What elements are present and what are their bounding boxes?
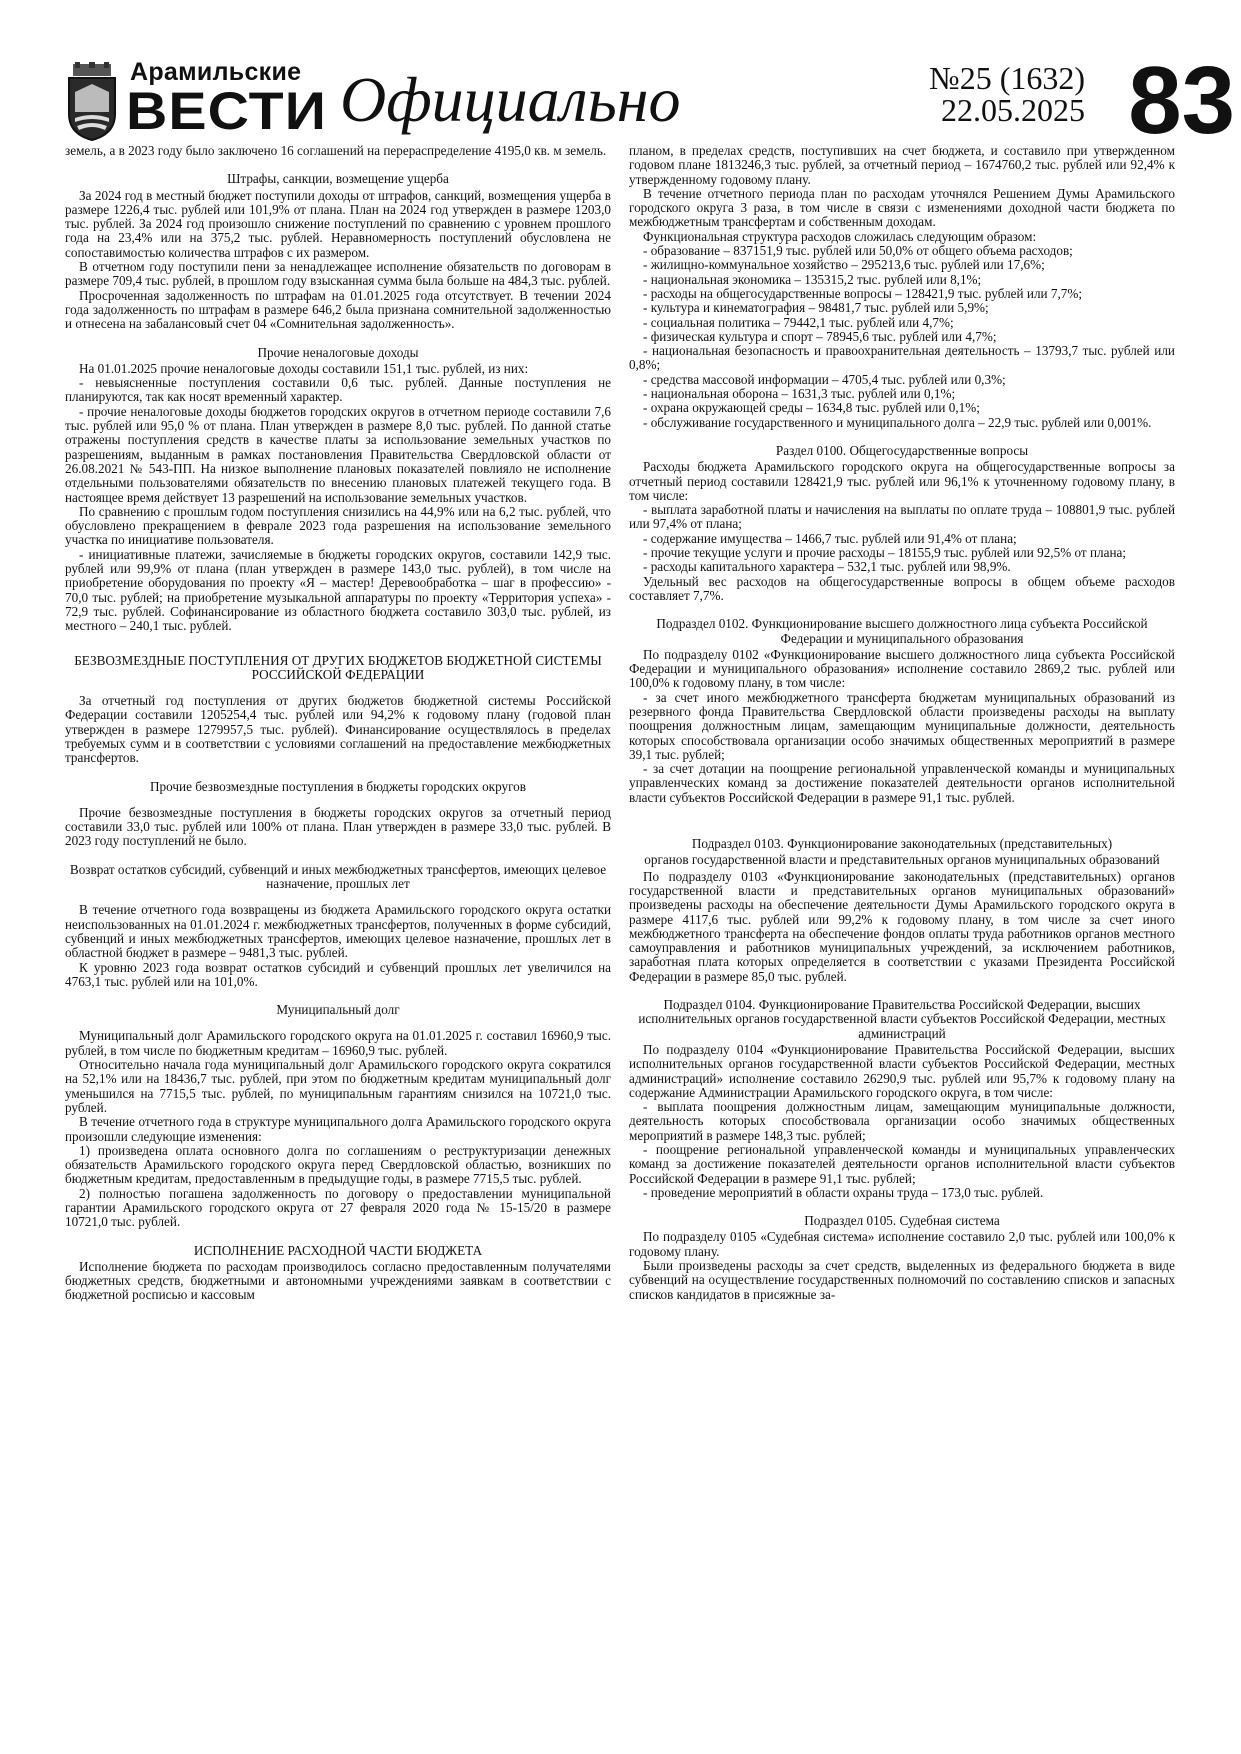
paragraph: 1) произведена оплата основного долга по соглашениям о реструктуризации денежных обязательств Арамильского городского округа перед Свердловской областью, возникших по бюджетным кредитам, предоставленным в предыдущие годы, в размере 7715,5 тыс. рублей. [65, 1142, 611, 1187]
issue-info [875, 62, 1085, 126]
paragraph: По подразделу 0102 «Функционирование высшего должностного лица субъекта Российской Федерации и муниципального образования» исполнение составило 2869,2 тыс. рублей или 100,0% к годовому плану, в том числе: [629, 646, 1175, 691]
paragraph: В отчетном году поступили пени за ненадлежащее исполнение обязательств по договорам в размере 709,4 тыс. рублей, в прошлом году взысканная сумма была больше на 484,3 тыс. рублей. [65, 259, 611, 289]
list-item: - содержание имущества – 1466,7 тыс. рублей или 91,4% от плана; [643, 530, 1017, 546]
section-heading: Подраздел 0103. Функционирование законодательных (представительных) [691, 836, 1113, 852]
section-heading: Штрафы, санкции, возмещение ущерба [227, 171, 449, 187]
section-heading: Возврат остатков субсидий, субвенций и иных межбюджетных трансфертов, имеющих целевое назначение, прошлых лет [69, 861, 607, 892]
issue-date: 22.05.2025 [941, 92, 1085, 128]
paragraph: За отчетный год поступления от других бюджетов бюджетной системы Российской Федерации составили 1205254,4 тыс. рублей или 94,2% к годовому плану (годовой план утвержден в размере 1279957,5 тыс. рублей). Финансирование осуществлялось в пределах требуемых сумм и в соответствии с условиями соглашений на предоставление межбюджетных трансфертов. [65, 693, 611, 766]
list-item: - жилищно-коммунальное хозяйство – 295213,6 тыс. рублей или 17,6%; [643, 257, 1045, 273]
paragraph: планом, в пределах средств, поступивших на счет бюджета, и составило при утвержденном годовом плане 1813246,3 тыс. рублей, за отчетный период – 1674760,2 тыс. рублей или 92,4% к утвержденному годовому плану. [629, 144, 1175, 187]
section-heading: органов государственной власти и представительных органов муниципальных образований [644, 852, 1160, 868]
paragraph: Исполнение бюджета по расходам производилось согласно предоставленным получателями бюджетных средств, бюджетными и автономными учреждениями заявкам в соответствии с бюджетной росписью и кассовым [65, 1258, 611, 1303]
list-item: - физическая культура и спорт – 78945,6 тыс. рублей или 4,7%; [643, 328, 997, 344]
list-item: - проведение мероприятий в области охраны труда – 173,0 тыс. рублей. [643, 1184, 1044, 1200]
list-item: - охрана окружающей среды – 1634,8 тыс. рублей или 0,1%; [643, 400, 980, 416]
paragraph: земель, а в 2023 году было заключено 16 соглашений на перераспределение 4195,0 кв. м земель. [65, 144, 607, 158]
paragraph: Муниципальный долг Арамильского городского округа на 01.01.2025 г. составил 16960,9 тыс. рублей, в том числе по бюджетным кредитам – 16960,9 тыс. рублей. [65, 1028, 611, 1058]
list-item: - за счет дотации на поощрение региональной управленческой команды и муниципальных управленческих команд за достижение показателей деятельности органов исполнительной власти субъектов Российской Федерации в размере 91,1 тыс. рублей. [629, 761, 1175, 805]
list-item: - обслуживание государственного и муниципального долга – 22,9 тыс. рублей или 0,001%. [643, 414, 1152, 430]
list-item: - национальная оборона – 1631,3 тыс. рублей или 0,1%; [643, 386, 956, 402]
paragraph: - невыясненные поступления составили 0,6 тыс. рублей. Данные поступления не планируются, так как носят временный характер. [65, 375, 611, 405]
brand-top: Арамильские [130, 58, 302, 86]
section-heading: Муниципальный долг [276, 1002, 400, 1018]
paragraph: В течение отчетного периода план по расходам уточнялся Решением Думы Арамильского городского округа 3 раза, в том числе в связи с изменениями доходной части бюджета по межбюджетным трансфертам и собственным доходам. [629, 185, 1175, 230]
brand-logo-text: ВЕСТИ [126, 82, 327, 141]
masthead [55, 47, 1235, 154]
paragraph: На 01.01.2025 прочие неналоговые доходы составили 151,1 тыс. рублей, из них: [79, 360, 529, 376]
paragraph: По сравнению с прошлым годом поступления снизились на 44,9% или на 6,2 тыс. рублей, что обусловлено прекращением в феврале 2023 года разрешения на использование земельного участка по инициативе пользователя. [65, 503, 611, 548]
section-heading: Подраздел 0102. Функционирование высшего должностного лица субъекта Российской Федерации и муниципального образования [656, 616, 1148, 646]
list-item: - социальная политика – 79442,1 тыс. рублей или 4,7%; [643, 314, 954, 330]
section-heading: ИСПОЛНЕНИЕ РАСХОДНОЙ ЧАСТИ БЮДЖЕТА [193, 1242, 483, 1258]
paragraph: - инициативные платежи, зачисляемые в бюджеты городских округов, составили 142,9 тыс. рублей или 99,9% от плана (план утвержден в размере 143,0 тыс. рублей), в том числе на приобретение оборудования по проекту «Я – мастер! Деревообработка – шаг в профессию» - 70,0 тыс. рублей; на приобретение музыкальной аппаратуры по проекту «Территория успеха» - 72,9 тыс. рублей. Софинансирование из областного бюджета составило 303,0 тыс. рублей, из местного – 240,1 тыс. рублей. [65, 546, 611, 634]
paragraph: По подразделу 0103 «Функционирование законодательных (представительных) органов государственной власти и представительных органов муниципальных образований» произведены расходы на обеспечение деятельности Думы Арамильского городского округа в размере 4117,6 тыс. рублей или 99,2% к годовому плану, в том числе за счет иного межбюджетного трансферта на обеспечение фондов оплаты труда работников органов местного самоуправления и работников муниципальных учреждений, за исключением работников, заработная плата которых определяется в соответствии с указами Президента Российской Федерации в размере 85,0 тыс. рублей. [629, 868, 1175, 984]
paragraph: 2) полностью погашена задолженность по договору о предоставлении муниципальной гарантии Арамильского городского округа от 27 февраля 2020 года № 15-15/20 в размере 10721,0 тыс. рублей. [65, 1185, 611, 1230]
page-number: 83 [1128, 47, 1235, 154]
city-crest-icon [65, 62, 119, 142]
section-heading: Подраздел 0105. Судебная система [804, 1213, 1000, 1229]
list-item: - прочие текущие услуги и прочие расходы – 18155,9 тыс. рублей или 92,5% от плана; [643, 545, 1127, 561]
list-item: - средства массовой информации – 4705,4 тыс. рублей или 0,3%; [643, 371, 1006, 387]
list-item: - образование – 837151,9 тыс. рублей или 50,0% от общего объема расходов; [643, 243, 1073, 259]
section-heading: Подраздел 0104. Функционирование Правительства Российской Федерации, высших исполнительных органов государственной власти субъектов Российской Федерации, местных администраций [638, 997, 1166, 1041]
section-heading: БЕЗВОЗМЕЗДНЫЕ ПОСТУПЛЕНИЯ ОТ ДРУГИХ БЮДЖЕТОВ БЮДЖЕТНОЙ СИСТЕМЫ РОССИЙСКОЙ ФЕДЕРАЦИИ [74, 652, 602, 682]
section-heading: Раздел 0100. Общегосударственные вопросы [775, 442, 1029, 458]
left-column [65, 144, 611, 1744]
issue-number: №25 (1632) [929, 60, 1085, 96]
list-item: - выплата заработной платы и начисления на выплаты по оплате труда – 108801,9 тыс. рублей или 97,4% от плана; [629, 502, 1175, 532]
paragraph: Просроченная задолженность по штрафам на 01.01.2025 года отсутствует. В течении 2024 года задолженность по штрафам в размере 646,2 была признана сомнительной задолженностью и отнесена на забалансовый счет 04 «Сомнительная задолженность». [65, 287, 611, 332]
paragraph: Относительно начала года муниципальный долг Арамильского городского округа сократился на 52,1% или на 18436,7 тыс. рублей, при этом по бюджетным кредитам муниципальный долг уменьшился на 7715,5 тыс. рублей, по муниципальным гарантиям снизился на 10721,0 тыс. рублей. [65, 1057, 611, 1115]
paragraph: За 2024 год в местный бюджет поступили доходы от штрафов, санкций, возмещения ущерба в размере 1226,4 тыс. рублей или 101,9% от плана. План на 2024 год утвержден в размере 1203,0 тыс. рублей. За 2024 год произошло снижение поступлений по сравнению с уровнем прошлого года на 23,4% или на 375,2 тыс. рублей. Неравномерность поступлений обусловлена не сопоставимостью количества штрафов с их размером. [65, 187, 611, 260]
paragraph: В течение отчетного года возвращены из бюджета Арамильского городского округа остатки неиспользованных на 01.01.2024 г. межбюджетных трансфертов, полученных в форме субсидий, субвенций и иных межбюджетных трансфертов, имеющих целевое назначение, прошлых лет в областной бюджет в размере – 9481,3 тыс. рублей. [65, 902, 611, 961]
paragraph: По подразделу 0105 «Судебная система» исполнение составило 2,0 тыс. рублей или 100,0% к годовому плану. [629, 1229, 1175, 1259]
list-item: - поощрение региональной управленческой команды и муниципальных управленческих команд за достижение показателей деятельности органов исполнительной власти субъектов Российской Федерации в размере 91,1 тыс. рублей; [629, 1142, 1175, 1186]
paragraph: Были произведены расходы за счет средств, выделенных из федерального бюджета в виде субвенций на осуществление государственных полномочий по составлению списков и запасных списков кандидатов в присяжные за- [629, 1258, 1175, 1302]
list-item: - национальная экономика – 135315,2 тыс. рублей или 8,1%; [643, 271, 982, 287]
list-item: - культура и кинематография – 98481,7 тыс. рублей или 5,9%; [643, 300, 989, 316]
paragraph: - прочие неналоговые доходы бюджетов городских округов в отчетном периоде составили 7,6 тыс. рублей или 95,0 % от плана. План утвержден в размере 8,0 тыс. рублей. По данной статье отражены поступления средств в качестве платы за использование земельных участков по разрешениям, выданным в рамках постановления Правительства Свердловской области от 26.08.2021 № 543-ПП. На низкое выполнение плановых показателей повлияло не исполнение отдельными пользователями обязательств по внесению плановых платежей текущего года. В настоящее время действует 13 разрешений на использование земельных участков. [65, 403, 611, 505]
list-item: - за счет иного межбюджетного трансферта бюджетам муниципальных образований из резервного фонда Правительства Свердловской области произведены расходы на выплату поощрения должностным лицам, замещающим муниципальные должности, деятельность которых способствовала организации особо значимых общественных мероприятий в размере 39,1 тыс. рублей; [629, 689, 1175, 762]
list-item: - выплата поощрения должностным лицам, замещающим муниципальные должности, деятельность которых способствовала организации особо значимых общественных мероприятий в размере 148,3 тыс. рублей; [629, 1099, 1175, 1143]
paragraph: Функциональная структура расходов сложилась следующим образом: [643, 228, 1037, 244]
paragraph: В течение отчетного года в структуре муниципального долга Арамильского городского округа произошли следующие изменения: [65, 1114, 611, 1144]
list-item: - расходы капитального характера – 532,1 тыс. рублей или 98,9%. [643, 559, 1011, 575]
paragraph: Расходы бюджета Арамильского городского округа на общегосударственные вопросы за отчетный период составили 128421,9 тыс. рублей или 96,1% к уточненному годовому плану, в том числе: [629, 459, 1175, 503]
paragraph: Прочие безвозмездные поступления в бюджеты городских округов за отчетный период составили 33,0 тыс. рублей или 100% от плана. План утвержден в размере 33,0 тыс. рублей. В 2023 году поступлений не было. [65, 804, 611, 849]
paragraph: К уровню 2023 года возврат остатков субсидий и субвенций прошлых лет увеличился на 4763,1 тыс. рублей или на 101,0%. [65, 959, 611, 989]
section-heading: Прочие неналоговые доходы [257, 344, 419, 360]
section-heading: Прочие безвозмездные поступления в бюджеты городских округов [150, 778, 526, 794]
right-column [629, 144, 1175, 1744]
list-item: - расходы на общегосударственные вопросы – 128421,9 тыс. рублей или 7,7%; [643, 285, 1083, 301]
list-item: - национальная безопасность и правоохранительная деятельность – 13793,7 тыс. рублей или 0,8%; [629, 343, 1175, 373]
section-title: Официально [340, 64, 681, 135]
paragraph: Удельный вес расходов на общегосударственные вопросы в общем объеме расходов составляет 7,7%. [629, 573, 1175, 603]
paragraph: По подразделу 0104 «Функционирование Правительства Российской Федерации, высших исполнительных органов государственной власти субъектов Российской Федерации, местных администраций» исполнение составило 26290,9 тыс. рублей или 95,7% к годовому плану на содержание Администрации Арамильского городского округа, в том числе: [629, 1041, 1175, 1100]
